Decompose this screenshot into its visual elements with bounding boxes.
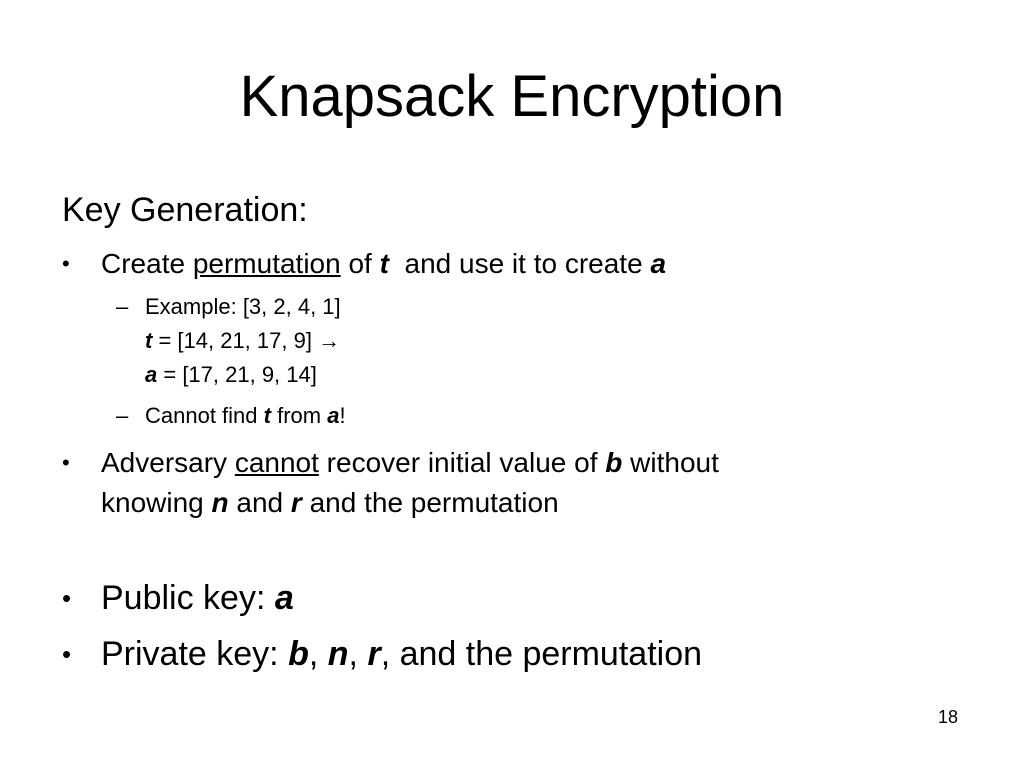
dash-icon: – — [116, 403, 129, 428]
bullet-text: Adversary cannot recover initial value of b without knowing n and r and the permutation — [101, 447, 719, 518]
bullet-text: Private key: b, n, r, and the permutation — [101, 635, 703, 673]
slide-title: Knapsack Encryption — [239, 64, 785, 129]
page-number: 18 — [938, 707, 959, 727]
dash-icon: – — [116, 294, 129, 319]
bullet-icon: • — [62, 450, 70, 475]
bullet-icon: • — [62, 639, 72, 669]
bullet-icon: • — [62, 583, 72, 613]
bullet-text: Public key: a — [101, 579, 294, 617]
bullet-icon: • — [62, 251, 70, 276]
right-arrow-icon: → — [318, 328, 341, 353]
section-heading: Key Generation: — [62, 191, 308, 229]
bullet-text: Create permutation of t and use it to create a — [101, 248, 667, 279]
sub-bullet-text: Cannot find t from a! — [145, 403, 346, 428]
sub-bullet-text: Example: [3, 2, 4, 1] t = [14, 21, 17, 9] → a = [17, 21, 9, 14] — [145, 294, 341, 387]
